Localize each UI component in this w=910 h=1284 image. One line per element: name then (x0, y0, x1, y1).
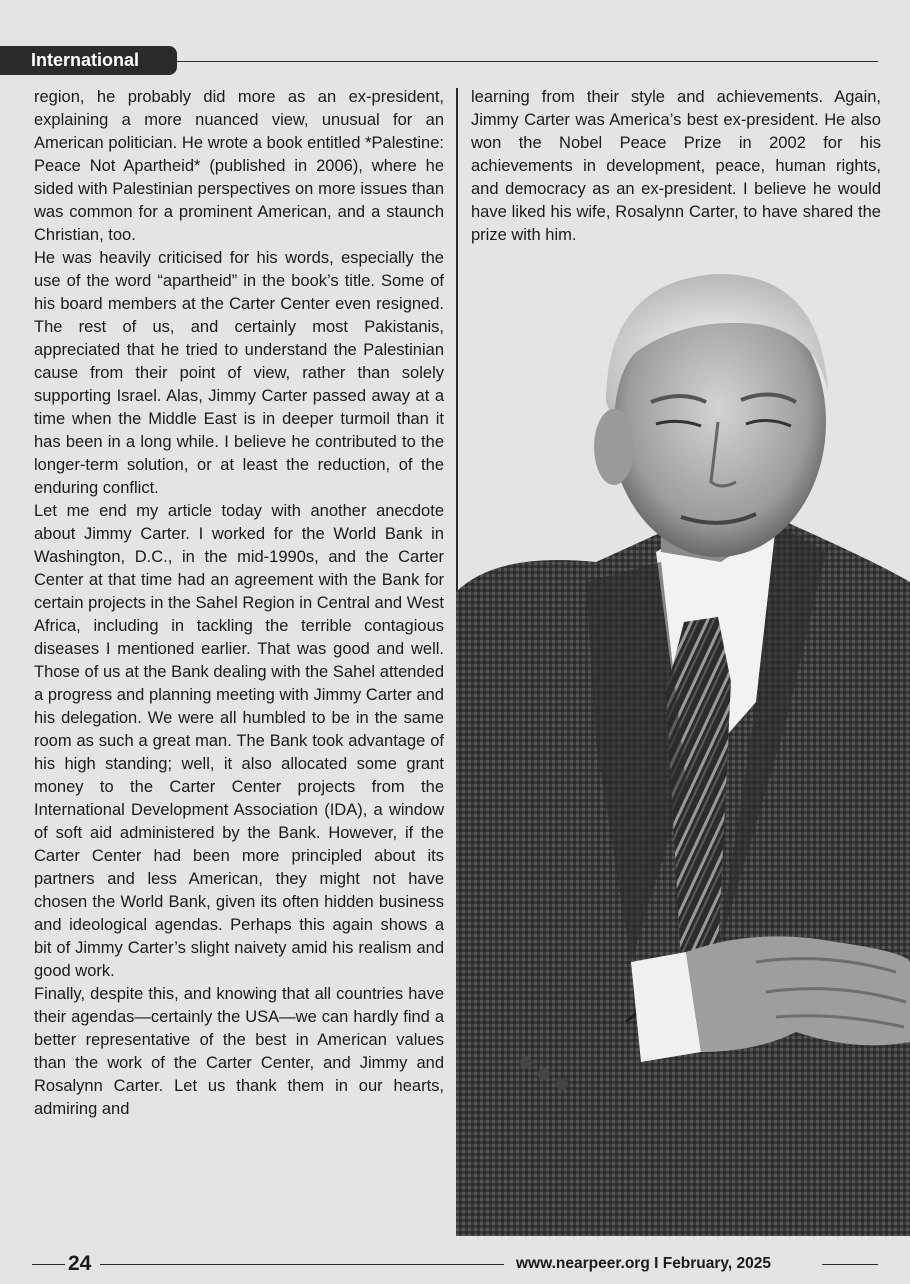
portrait-photo (456, 262, 910, 1236)
header-rule (177, 61, 878, 62)
paragraph: region, he probably did more as an ex-president, explaining a more nuanced view, unusual for an American politician. He wrote a book entitled *Palestine: Peace Not Apartheid* (published in 2006), where he sided with Palestinian perspectives on more issues than was common for a prominent American, and a staunch Christian, too. (34, 88, 444, 244)
footer-rule-middle (100, 1264, 504, 1265)
paragraph: He was heavily criticised for his words, especially the use of the word “apartheid” in the book’s title. Some of his board members at the Carter Center even resigned. The rest of us, and certainly most Pakistanis, appreciated that he tried to understand the Palestinian cause from their point of view, rather than solely supporting Israel. Alas, Jimmy Carter passed away at a time when the Middle East is in deeper turmoil than it has been in a long while. I believe he contributed to the longer-term solution, or at least the reduction, of the enduring conflict. (34, 249, 444, 497)
section-label: International (31, 50, 140, 70)
ear-shape (594, 409, 634, 485)
article-column-right (471, 86, 881, 247)
paragraph: Let me end my article today with another anecdote about Jimmy Carter. I worked for the World Bank in Washington, D.C., in the mid-1990s, and the Carter Center at that time had an agreement with the Bank for certain projects in the Sahel Region in Central and West Africa, including in tackling the terrible contagious diseases I mentioned earlier. That was good and well. Those of us at the Bank dealing with the Sahel attended a progress and planning meeting with Jimmy Carter and his delegation. We were all humbled to be in the same room as such a great man. The Bank took advantage of his high standing; well, it also allocated some grant money to the Carter Center projects from the International Development Association (IDA), a window of soft aid administered by the Bank. However, if the Carter Center had been more principled about its partners and less American, they might not have chosen the World Bank, given its often hidden business and ideological agendas. Perhaps this again shows a bit of Jimmy Carter’s slight naivety amid his realism and good work. (34, 502, 444, 980)
paragraph: learning from their style and achievements. Again, Jimmy Carter was America’s best ex-president. He also won the Nobel Peace Prize in 2002 for his achievements in development, peace, human rights, and democracy as an ex-president. I believe he would have liked his wife, Rosalynn Carter, to have shared the prize with him. (471, 88, 881, 244)
footer-publication: www.nearpeer.org I February, 2025 (516, 1255, 771, 1272)
section-tag (0, 46, 177, 75)
article-column-left (34, 86, 444, 1121)
footer-rule-left (32, 1264, 65, 1265)
footer-rule-right (822, 1264, 878, 1265)
paragraph: Finally, despite this, and knowing that all countries have their agendas—certainly the USA—we can hardly find a better representative of the best in American values than the work of the Carter Center, and Jimmy and Rosalynn Carter. Let us thank them in our hearts, admiring and (34, 985, 444, 1118)
page-number: 24 (68, 1252, 92, 1275)
